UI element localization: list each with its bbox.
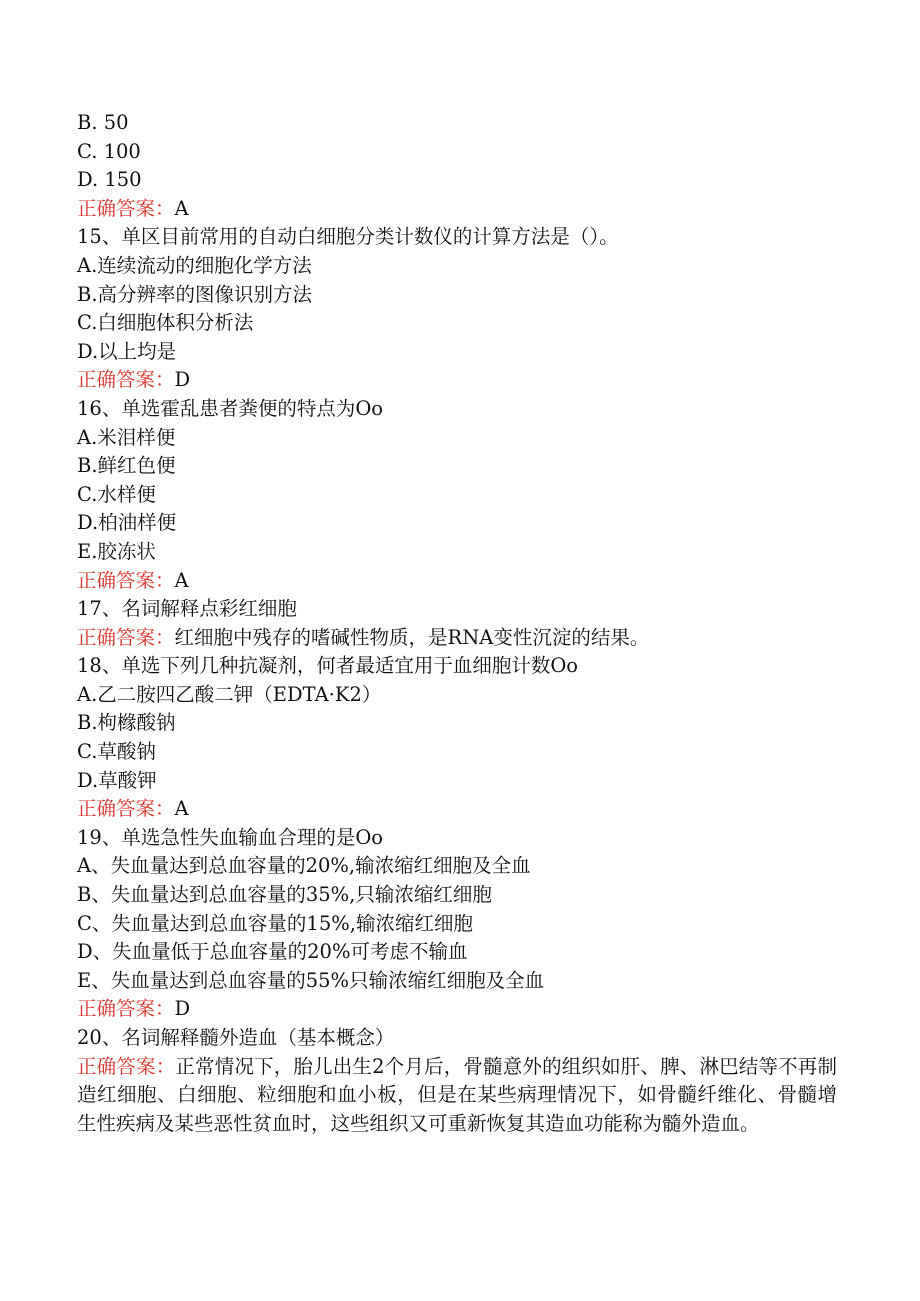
answer-line (77, 795, 837, 824)
option: C.水样便 (77, 482, 156, 506)
answer-line (77, 995, 837, 1024)
option: E.胶冻状 (77, 539, 156, 563)
option: D.草酸钾 (77, 768, 157, 792)
answer-label: 正确答案： (77, 997, 175, 1021)
answer-line (77, 195, 837, 224)
option: C.草酸钠 (77, 740, 156, 764)
option: D、失血量低于总血容量的20%可考虑不输血 (77, 940, 468, 964)
question-stem: 16、单选霍乱患者粪便的特点为Oo (77, 396, 384, 420)
answer-line (77, 366, 837, 395)
option: A.米泪样便 (77, 425, 176, 449)
option: A.连续流动的细胞化学方法 (77, 253, 312, 277)
answer-label: 正确答案： (77, 196, 175, 220)
answer-value: A (174, 196, 189, 220)
question-stem: 15、单区目前常用的自动白细胞分类计数仪的计算方法是（）。 (77, 225, 619, 249)
option: B.枸橼酸钠 (77, 711, 176, 735)
option: D. 150 (77, 168, 142, 192)
option: C. 100 (77, 139, 141, 163)
option: B.高分辨率的图像识别方法 (77, 282, 313, 306)
option: D.以上均是 (77, 339, 177, 363)
option: B. 50 (77, 111, 129, 134)
answer-value: A (174, 568, 189, 592)
option: E、失血量达到总血容量的55%只输浓缩红细胞及全血 (77, 968, 545, 992)
option: A.乙二胺四乙酸二钾（EDTA·K2） (77, 682, 382, 706)
option: A、失血量达到总血容量的20%,输浓缩红细胞及全血 (77, 854, 531, 878)
question-stem: 18、单选下列几种抗凝剂，何者最适宜用于血细胞计数Oo (77, 654, 579, 678)
answer-value: A (174, 797, 189, 821)
option: B、失血量达到总血容量的35%,只输浓缩红细胞 (77, 883, 492, 907)
answer-label: 正确答案： (77, 625, 175, 649)
answer-label: 正确答案： (77, 568, 175, 592)
answer-value: D (174, 997, 191, 1021)
option: D.柏油样便 (77, 511, 177, 535)
answer-line (77, 624, 837, 653)
exam-page (77, 109, 837, 1138)
answer-paragraph (77, 1053, 837, 1139)
answer-label: 正确答案： (77, 797, 175, 821)
question-stem: 19、单选急性失血输血合理的是Oo (77, 825, 384, 849)
question-stem: 17、名词解释点彩红细胞 (77, 597, 297, 621)
answer-value: 红细胞中残存的嗜碱性物质，是RNA变性沉淀的结果。 (174, 625, 650, 649)
question-stem: 20、名词解释髓外造血（基本概念） (77, 1026, 395, 1049)
answer-value: 正常情况下，胎儿出生2个月后，骨髓意外的组织如肝、脾、淋巴结等不再制造红细胞、白细胞、粒细胞和血小板，但是在某些病理情况下，如骨髓纤维化、骨髓增生性疾病及某些恶性贫血时，这些组织又可重新恢复其造血功能称为髓外造血。 (77, 1054, 837, 1135)
answer-value: D (174, 368, 191, 392)
option: B.鲜红色便 (77, 454, 176, 478)
option: C、失血量达到总血容量的15%,输浓缩红细胞 (77, 911, 473, 935)
answer-label: 正确答案： (77, 1054, 176, 1078)
option: C.白细胞体积分析法 (77, 311, 254, 335)
answer-line (77, 567, 837, 596)
answer-label: 正确答案： (77, 368, 175, 392)
